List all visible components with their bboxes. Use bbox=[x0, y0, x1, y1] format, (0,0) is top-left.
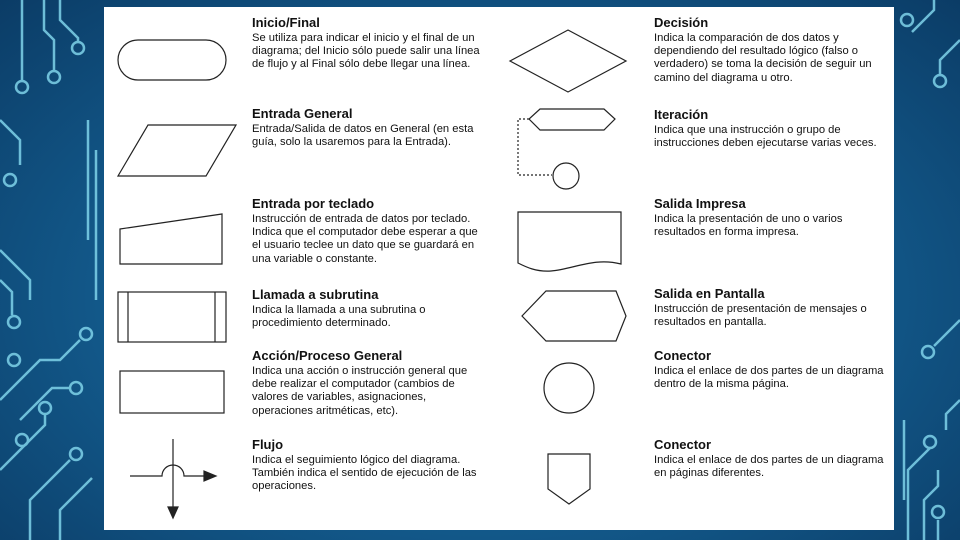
entry-title: Decisión bbox=[654, 15, 709, 30]
symbol-entry-decision bbox=[654, 16, 884, 85]
iteration-hexagon-icon bbox=[518, 109, 615, 189]
entry-description: Indica el enlace de dos partes de un diagrama en páginas diferentes. bbox=[654, 454, 884, 480]
parallelogram-io-icon bbox=[118, 125, 236, 176]
entry-title: Flujo bbox=[252, 437, 284, 452]
decision-diamond-icon bbox=[510, 30, 626, 92]
entry-description: Entrada/Salida de datos en General (en esta guía, solo la usaremos para la Entrada). bbox=[252, 123, 474, 149]
flow-arrows-icon bbox=[130, 439, 216, 518]
circuit-decoration-right bbox=[894, 0, 960, 540]
entry-description: Indica la presentación de uno o varios resultados en forma impresa. bbox=[654, 213, 843, 239]
entry-description: Indica la comparación de dos datos y dependiendo del resultado lógico (falso o verdadero) se toma la decisión de seguir un camino del diagrama u otro. bbox=[654, 32, 872, 84]
symbol-entry-conector-pagina bbox=[654, 438, 884, 480]
entry-title: Conector bbox=[654, 437, 712, 452]
entry-description: Indica una acción o instrucción general que debe realizar el computador (cambios de valores de variables, asignaciones, operaciones aritméticas, etc). bbox=[252, 365, 468, 417]
symbol-entry-flujo bbox=[252, 438, 487, 494]
entry-description: Indica que una instrucción o grupo de instrucciones deben ejecutarse varias veces. bbox=[654, 124, 877, 150]
entry-title: Salida Impresa bbox=[654, 196, 746, 211]
display-output-icon bbox=[522, 291, 626, 341]
document-output-icon bbox=[518, 212, 621, 271]
subroutine-icon bbox=[118, 292, 226, 342]
flowchart-symbols-panel bbox=[104, 7, 894, 530]
entry-description: Instrucción de entrada de datos por teclado. Indica que el computador debe esperar a que el usuario teclee un dato que se guardará en una variable o constante. bbox=[252, 213, 478, 265]
process-rectangle-icon bbox=[120, 371, 224, 413]
symbol-entry-proceso bbox=[252, 349, 487, 418]
entry-title: Entrada por teclado bbox=[252, 196, 375, 211]
entry-description: Se utiliza para indicar el inicio y el final de un diagrama; del Inicio sólo puede salir una línea de flujo y al Final sólo debe llegar una línea. bbox=[252, 32, 480, 71]
manual-input-icon bbox=[120, 214, 222, 264]
offpage-connector-icon bbox=[548, 454, 590, 504]
connector-circle-icon bbox=[544, 363, 594, 413]
entry-title: Iteración bbox=[654, 107, 709, 122]
symbol-entry-subrutina bbox=[252, 288, 487, 330]
circuit-decoration-left bbox=[0, 0, 104, 540]
entry-title: Conector bbox=[654, 348, 712, 363]
entry-description: Instrucción de presentación de mensajes o resultados en pantalla. bbox=[654, 303, 867, 329]
symbol-entry-salida-pantalla bbox=[654, 287, 884, 329]
symbol-entry-salida-impresa bbox=[654, 197, 884, 239]
symbol-entry-conector bbox=[654, 349, 884, 391]
entry-title: Acción/Proceso General bbox=[252, 348, 403, 363]
entry-title: Llamada a subrutina bbox=[252, 287, 379, 302]
entry-title: Salida en Pantalla bbox=[654, 286, 765, 301]
terminal-oval-icon bbox=[118, 40, 226, 80]
symbol-entry-entrada-general bbox=[252, 107, 487, 149]
entry-description: Indica el seguimiento lógico del diagrama. También indica el sentido de ejecución de las operaciones. bbox=[252, 454, 477, 493]
entry-description: Indica el enlace de dos partes de un diagrama dentro de la misma página. bbox=[654, 365, 884, 391]
symbol-entry-iteracion bbox=[654, 108, 884, 150]
symbol-entry-entrada-teclado bbox=[252, 197, 487, 266]
entry-title: Inicio/Final bbox=[252, 15, 320, 30]
entry-title: Entrada General bbox=[252, 106, 353, 121]
symbol-entry-inicio-final bbox=[252, 16, 487, 72]
entry-description: Indica la llamada a una subrutina o procedimiento determinado. bbox=[252, 304, 426, 330]
